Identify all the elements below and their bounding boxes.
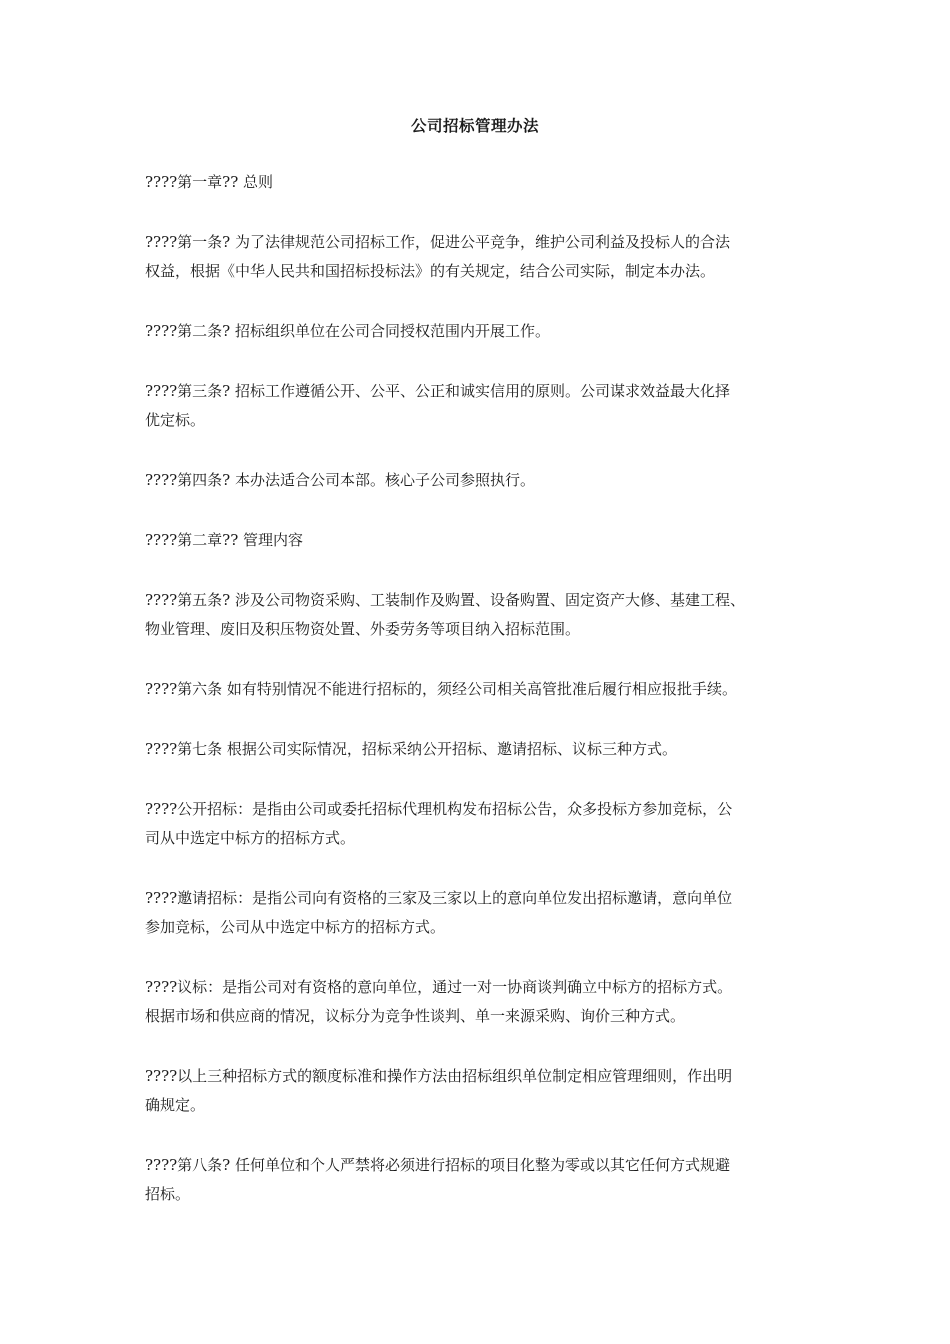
paragraph xyxy=(145,735,813,764)
paragraph xyxy=(145,586,813,644)
paragraph-line: 招标。 xyxy=(145,1185,191,1203)
document-body xyxy=(145,168,813,1240)
paragraph-line: ????第五条? 涉及公司物资采购、工装制作及购置、设备购置、固定资产大修、基建工程、 xyxy=(145,591,745,609)
paragraph-line: ????公开招标：是指由公司或委托招标代理机构发布招标公告，众多投标方参加竞标，公 xyxy=(145,800,733,818)
paragraph xyxy=(145,1151,813,1209)
paragraph-line: 物业管理、废旧及积压物资处置、外委劳务等项目纳入招标范围。 xyxy=(145,620,581,638)
paragraph-line: 参加竞标，公司从中选定中标方的招标方式。 xyxy=(145,918,446,936)
paragraph xyxy=(145,168,813,197)
paragraph-line: 优定标。 xyxy=(145,411,206,429)
paragraph xyxy=(145,228,813,286)
paragraph-line: ????第八条? 任何单位和个人严禁将必须进行招标的项目化整为零或以其它任何方式规避 xyxy=(145,1156,730,1174)
paragraph-line: 根据市场和供应商的情况，议标分为竞争性谈判、单一来源采购、询价三种方式。 xyxy=(145,1007,686,1025)
document-title: 公司招标管理办法 xyxy=(410,116,539,135)
paragraph xyxy=(145,377,813,435)
paragraph-line: ????邀请招标：是指公司向有资格的三家及三家以上的意向单位发出招标邀请，意向单位 xyxy=(145,889,733,907)
paragraph-line: ????第一条? 为了法律规范公司招标工作，促进公平竞争，维护公司利益及投标人的合法 xyxy=(145,233,730,251)
paragraph xyxy=(145,973,813,1031)
paragraph-line: 确规定。 xyxy=(145,1096,206,1114)
paragraph xyxy=(145,884,813,942)
paragraph-line: 权益，根据《中华人民共和国招标投标法》的有关规定，结合公司实际，制定本办法。 xyxy=(145,262,716,280)
paragraph-line: 司从中选定中标方的招标方式。 xyxy=(145,829,356,847)
paragraph-line: ????第二条? 招标组织单位在公司合同授权范围内开展工作。 xyxy=(145,322,550,340)
paragraph-line: ????议标：是指公司对有资格的意向单位，通过一对一协商谈判确立中标方的招标方式。 xyxy=(145,978,733,996)
paragraph xyxy=(145,466,813,495)
paragraph xyxy=(145,526,813,555)
paragraph-line: ????以上三种招标方式的额度标准和操作方法由招标组织单位制定相应管理细则，作出明 xyxy=(145,1067,733,1085)
paragraph-line: ????第七条 根据公司实际情况，招标采纳公开招标、邀请招标、议标三种方式。 xyxy=(145,740,677,758)
paragraph-line: ????第一章?? 总则 xyxy=(145,173,274,191)
paragraph xyxy=(145,1062,813,1120)
paragraph-line: ????第六条 如有特别情况不能进行招标的，须经公司相关高管批准后履行相应报批手续。 xyxy=(145,680,737,698)
paragraph xyxy=(145,675,813,704)
paragraph-line: ????第二章?? 管理内容 xyxy=(145,531,304,549)
paragraph xyxy=(145,795,813,853)
paragraph xyxy=(145,317,813,346)
paragraph-line: ????第三条? 招标工作遵循公开、公平、公正和诚实信用的原则。公司谋求效益最大化择 xyxy=(145,382,730,400)
paragraph-line: ????第四条? 本办法适合公司本部。核心子公司参照执行。 xyxy=(145,471,535,489)
